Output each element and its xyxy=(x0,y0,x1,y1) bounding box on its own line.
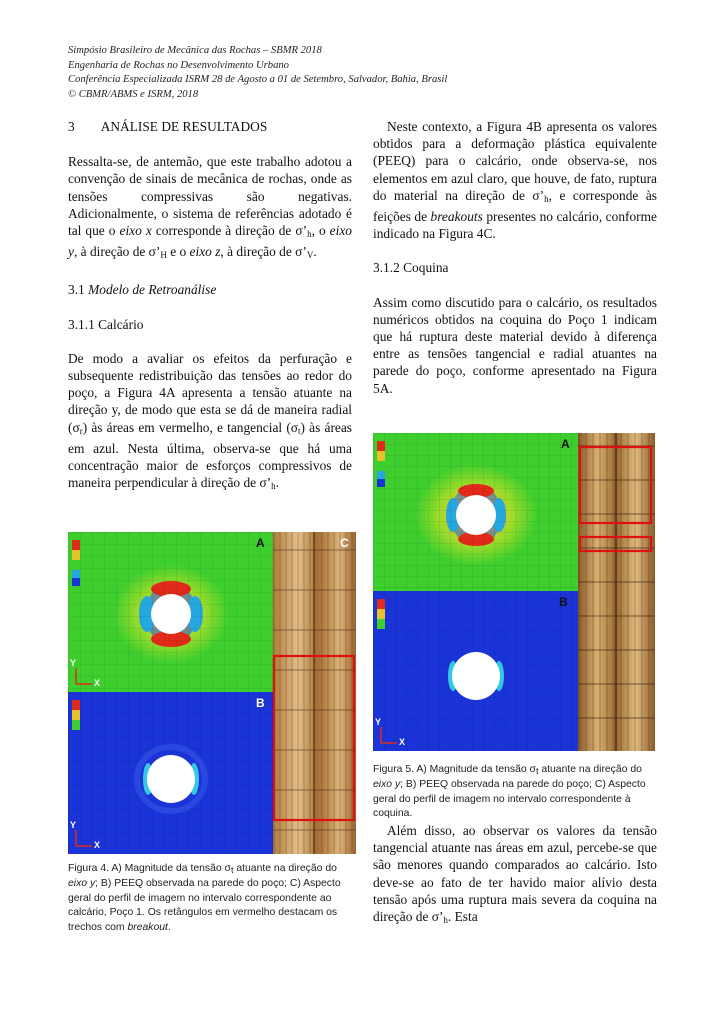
conference-header xyxy=(68,44,668,102)
fig4-axis-y-a: Y xyxy=(70,658,77,668)
fig4-axis-x-b: X xyxy=(94,840,101,850)
header-line-2: Engenharia de Rochas no Desenvolvimento Urbano xyxy=(68,59,289,71)
figure-5-graphic xyxy=(373,433,655,751)
header-line-3: Conferência Especializada ISRM 28 de Agosto a 01 de Setembro, Salvador, Bahia, Brasil xyxy=(68,74,448,86)
paragraph-peeq: Neste contexto, a Figura 4B apresenta os valores obtidos para a deformação plástica equivalente (PEEQ) para o calcário, onde observa-se, nos elementos em azul claro, que houve, de fato, ruptura do material na direção de $\sigma’_h$, e corresponde às feições de breakouts presentes no calcário, conforme indicado na Figura 4C. xyxy=(373,119,657,242)
figure-4-graphic xyxy=(68,532,356,854)
figure-4 xyxy=(68,532,356,854)
header-line-4: © CBMR/ABMS e ISRM, 2018 xyxy=(68,88,199,100)
paragraph-coquina: Assim como discutido para o calcário, os resultados numéricos obtidos na coquina do Poço 1 indicam que há ruptura deste material devido à diferença entre as tensões tangencial e radial atuantes na parede do poço, conforme apresentado na Figura 5A. xyxy=(373,294,657,396)
header-line-1: Simpósio Brasileiro de Mecânica das Rochas – SBMR 2018 xyxy=(68,45,322,56)
paragraph-alivio: Além disso, ao observar os valores da tensão tangencial atuante nas áreas em azul, percebe-se que são menores quando comparados ao calcário. Isto deve-se ao fato de ter havido maior alívio desta tensão após uma ruptura mais severa da coquina na direção de $\sigma’_h$. Esta xyxy=(373,823,657,926)
section-number: 3 xyxy=(68,119,75,134)
section-title: ANÁLISE DE RESULTADOS xyxy=(100,119,268,134)
section-heading xyxy=(68,118,352,135)
right-column xyxy=(373,118,657,397)
fig5-label-b: B xyxy=(559,595,568,609)
paragraph-conventions: Ressalta-se, de antemão, que este trabalho adotou a convenção de sinais de mecânica de rochas, onde as tensões compressivas são negativas. Adicionalmente, o sistema de referências adotado é tal que o eixo x corresponde à direção de $\sigma’_h$, o eixo y, à direção de $\sigma’_H$ e o eixo z, à direção de $\sigma’_V$. xyxy=(68,154,352,261)
subsection-heading-3-1-1: 3.1.1 Calcário xyxy=(68,316,144,332)
figure-5 xyxy=(373,433,655,751)
subsection-heading-3-1-2: 3.1.2 Coquina xyxy=(373,260,449,276)
fig4-axis-x-a: X xyxy=(94,678,101,688)
fig4-axis-y-b: Y xyxy=(70,820,77,830)
fig5-axis-y: Y xyxy=(375,717,382,727)
fig4-label-b: B xyxy=(256,696,265,710)
fig4-label-a: A xyxy=(256,536,265,550)
left-column xyxy=(68,118,352,495)
fig4-label-c: C xyxy=(340,536,349,550)
paragraph-calcario: De modo a avaliar os efeitos da perfuração e subsequente redistribuição das tensões ao redor do poço, a Figura 4A apresenta a tensão atuante na direção y, de modo que esta se dá de maneira radial $(\sigma_r)$ às áreas em vermelho, e tangencial $(\sigma_t)$ às áreas em azul. Nesta última, observa-se que há uma concentração maior de esforços compressivos de maneira perpendicular à direção de $\sigma’_h$. xyxy=(68,350,352,492)
figure-4-caption: Figura 4. A) Magnitude da tensão σt atuante na direção do eixo y; B) PEEQ observada na parede do poço; C) Aspecto geral do perfil de imagem no intervalo correspondente ao calcário, Poço 1. Os retângulos em vermelho destacam os trechos com breakout. xyxy=(68,863,341,933)
fig5-axis-x: X xyxy=(399,737,406,747)
fig5-label-a: A xyxy=(561,437,570,451)
subsection-heading-3-1: 3.1 Modelo de Retroanálise xyxy=(68,282,217,298)
figure-5-caption: Figura 5. A) Magnitude da tensão σt atuante na direção do eixo y; B) PEEQ observada na parede do poço; C) Aspecto geral do perfil de imagem no intervalo correspondente à coquina. xyxy=(373,764,646,820)
